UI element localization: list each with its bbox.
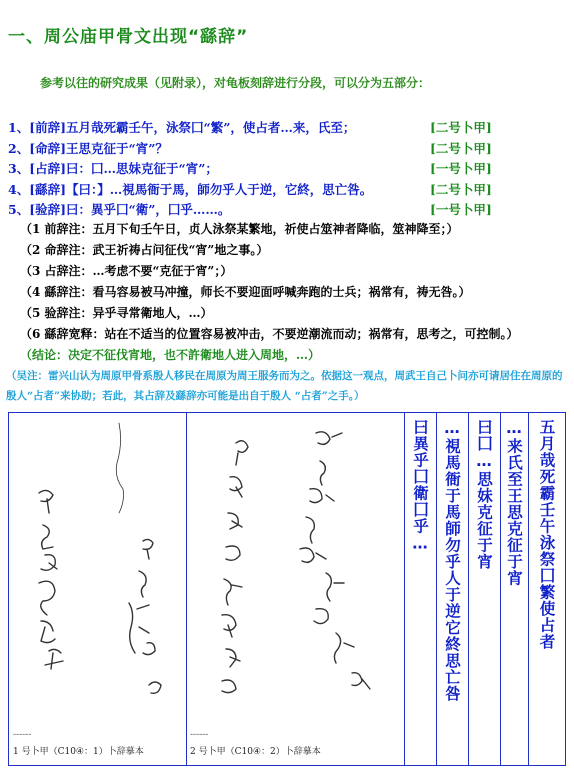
note-5: （5 验辞注：异乎寻常衛地人，…） xyxy=(20,306,213,320)
section-ref: [一号卜甲] xyxy=(430,202,492,217)
author-annotation: （吴注：雷兴山认为周原甲骨系殷人移民在周原为周王服务而为之。依据这一观点，周武王自己卜问亦可请居住在周原的殷人“占者”来协助；若此，其占辞及繇辞亦可能是出自于殷人 “占者”之手。） xyxy=(6,370,563,402)
transcription-column xyxy=(500,413,529,765)
section-text: 3、[占辞]曰：囗…思妹克征于“宵”； xyxy=(8,161,218,176)
note-1: （1 前辞注：五月下旬壬午日，贞人泳祭某繁地，祈使占筮神者降临，筮神降至；） xyxy=(20,222,459,236)
caption-dash: ------ xyxy=(190,730,209,740)
note-2: （2 命辞注：武王祈祷占问征伐“宵”地之事。） xyxy=(20,243,269,257)
note-4: （4 繇辞注：看马容易被马冲撞，师长不要迎面呼喊奔跑的士兵；祸常有，祷无咎。） xyxy=(20,285,471,299)
conclusion: （结论：决定不征伐宵地，也不許衛地人进入周地，…） xyxy=(20,348,321,362)
note-3: （3 占辞注：…考虑不要“克征于宵”；） xyxy=(20,264,233,278)
transcription-column xyxy=(436,413,469,765)
intro-text: 参考以往的研究成果（见附录），对龟板刻辞进行分段，可以分为五部分： xyxy=(40,76,431,90)
transcription-text: …来氏至王思克征于宵 xyxy=(505,419,523,587)
transcription-column xyxy=(468,413,501,765)
section-2 xyxy=(8,139,492,157)
transcription-text: 五月哉死霸壬午泳祭囗繁使占者 xyxy=(537,419,556,650)
caption-text: 2 号卜甲（C10④：2）卜辞摹本 xyxy=(190,747,321,757)
section-text: 4、[繇辞]【曰：】…視馬衙于馬，師勿乎人于逆，它終，思亡咎。 xyxy=(8,182,373,197)
section-ref: [二号卜甲] xyxy=(430,182,492,197)
transcription-text: 曰囗…思妹克征于宵 xyxy=(475,419,493,570)
transcription-column xyxy=(528,413,565,765)
oracle-bone-1-panel xyxy=(9,413,187,765)
section-5 xyxy=(8,200,492,218)
note-6: （6 繇辞宽释：站在不适当的位置容易被冲击，不要逆潮流而动；祸常有，思考之，可控制。） xyxy=(20,327,519,341)
oracle-bone-2-caption xyxy=(190,730,321,757)
section-ref: [二号卜甲] xyxy=(430,141,492,156)
section-3 xyxy=(8,159,492,177)
oracle-bone-2-panel xyxy=(186,413,405,765)
oracle-bone-1-caption xyxy=(13,730,144,757)
transcription-column xyxy=(404,413,437,765)
oracle-bone-1-inscription-image xyxy=(9,413,186,713)
section-text: 5、[验辞]曰：異乎囗“衛”，囗乎……。 xyxy=(8,202,231,217)
section-1 xyxy=(8,118,492,136)
oracle-bone-figure xyxy=(8,412,566,766)
caption-text: 1 号卜甲（C10④：1）卜辞摹本 xyxy=(13,747,144,757)
section-ref: [一号卜甲] xyxy=(430,161,492,176)
oracle-bone-2-inscription-image xyxy=(186,413,404,713)
transcription-text: 曰異乎囗衛囗乎… xyxy=(411,419,429,554)
section-title: 一、周公庙甲骨文出现“繇辞” xyxy=(8,27,249,47)
section-text: 1、[前辞]五月哉死霸壬午，泳祭囗“繁”，使占者…来，氏至； xyxy=(8,120,356,135)
transcription-text: …視馬衙于馬師勿乎人于逆它終思亡咎 xyxy=(443,419,461,702)
caption-dash: ------ xyxy=(13,730,32,740)
section-text: 2、[命辞]王思克征于“宵”？ xyxy=(8,141,168,156)
section-4 xyxy=(8,180,492,198)
section-ref: [二号卜甲] xyxy=(430,120,492,135)
